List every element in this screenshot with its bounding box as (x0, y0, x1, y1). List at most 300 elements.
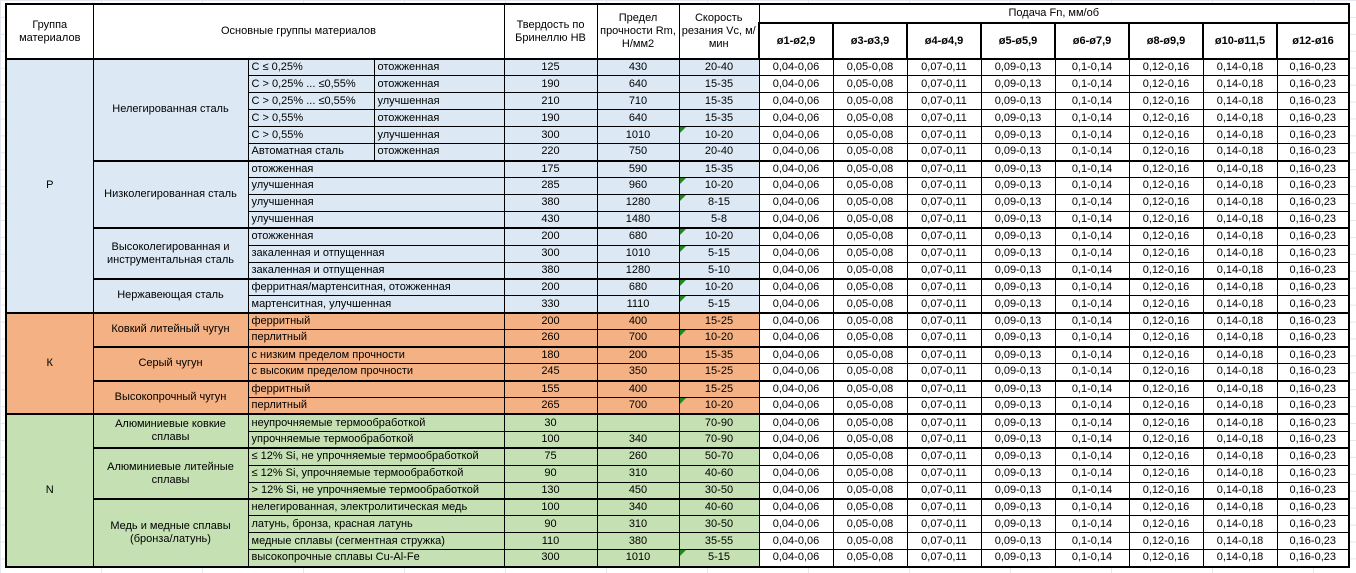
comment-indicator-icon (680, 178, 686, 184)
feed-cell: 0,1-0,14 (1055, 550, 1129, 567)
subgroup-name-cell: Высоколегированная и инструментальная сталь (93, 228, 248, 279)
hb-cell: 245 (504, 364, 597, 381)
feed-cell: 0,1-0,14 (1055, 414, 1129, 431)
feed-cell: 0,14-0,18 (1203, 245, 1277, 262)
feed-cell: 0,04-0,06 (759, 279, 833, 296)
feed-cell: 0,09-0,13 (981, 397, 1055, 414)
material-desc-cell: закаленная и отпущенная (248, 245, 504, 262)
comment-indicator-icon (680, 229, 686, 235)
vc-cell: 15-35 (679, 93, 759, 110)
vc-cell: 10-20 (679, 330, 759, 347)
feed-cell: 0,07-0,11 (907, 431, 981, 448)
material-state-cell: отожженная (374, 76, 504, 93)
feed-cell: 0,12-0,16 (1129, 448, 1203, 465)
group-letter-cell: К (6, 313, 93, 415)
vc-cell: 10-20 (679, 177, 759, 194)
comment-indicator-icon (680, 398, 686, 404)
feed-cell: 0,14-0,18 (1203, 59, 1277, 76)
header-brinell-hardness: Твердость по Бринеллю HB (504, 4, 597, 59)
feed-cell: 0,09-0,13 (981, 59, 1055, 76)
feed-cell: 0,16-0,23 (1277, 313, 1349, 330)
rm-cell: 700 (597, 397, 679, 414)
feed-cell: 0,07-0,11 (907, 381, 981, 398)
feed-cell: 0,07-0,11 (907, 414, 981, 431)
table-row (6, 499, 1349, 516)
rm-cell: 400 (597, 381, 679, 398)
table-row (6, 161, 1349, 178)
vc-cell: 20-40 (679, 59, 759, 76)
feed-cell: 0,05-0,08 (833, 262, 907, 279)
feed-cell: 0,09-0,13 (981, 516, 1055, 533)
feed-cell: 0,16-0,23 (1277, 228, 1349, 245)
feed-cell: 0,09-0,13 (981, 296, 1055, 313)
feed-cell: 0,12-0,16 (1129, 59, 1203, 76)
feed-cell: 0,1-0,14 (1055, 347, 1129, 364)
rm-cell: 680 (597, 228, 679, 245)
feed-cell: 0,09-0,13 (981, 550, 1055, 567)
feed-cell: 0,16-0,23 (1277, 414, 1349, 431)
feed-cell: 0,12-0,16 (1129, 194, 1203, 211)
feed-cell: 0,04-0,06 (759, 228, 833, 245)
feed-cell: 0,04-0,06 (759, 465, 833, 482)
header-row-main (6, 4, 1349, 23)
feed-cell: 0,04-0,06 (759, 245, 833, 262)
feed-cell: 0,16-0,23 (1277, 516, 1349, 533)
feed-cell: 0,14-0,18 (1203, 550, 1277, 567)
vc-cell: 40-60 (679, 499, 759, 516)
feed-cell: 0,1-0,14 (1055, 533, 1129, 550)
feed-cell: 0,12-0,16 (1129, 279, 1203, 296)
table-row (6, 279, 1349, 296)
material-desc-cell: мартенситная, улучшенная (248, 296, 504, 313)
rm-cell: 340 (597, 431, 679, 448)
feed-cell: 0,14-0,18 (1203, 465, 1277, 482)
feed-cell: 0,12-0,16 (1129, 533, 1203, 550)
feed-cell: 0,09-0,13 (981, 93, 1055, 110)
vc-cell: 10-20 (679, 228, 759, 245)
material-desc-cell: нелегированная, электролитическая медь (248, 499, 504, 516)
rm-cell: 400 (597, 313, 679, 330)
feed-cell: 0,14-0,18 (1203, 397, 1277, 414)
feed-cell: 0,12-0,16 (1129, 347, 1203, 364)
vc-cell: 15-25 (679, 313, 759, 330)
feed-cell: 0,12-0,16 (1129, 330, 1203, 347)
feed-cell: 0,12-0,16 (1129, 177, 1203, 194)
feed-cell: 0,09-0,13 (981, 127, 1055, 144)
subgroup-name-cell: Алюминиевые ковкие сплавы (93, 414, 248, 448)
material-desc-cell: улучшенная (248, 177, 504, 194)
feed-cell: 0,05-0,08 (833, 414, 907, 431)
feed-cell: 0,04-0,06 (759, 448, 833, 465)
feed-cell: 0,04-0,06 (759, 262, 833, 279)
header-diameter-range-8: ø12-ø16 (1277, 23, 1349, 59)
feed-cell: 0,1-0,14 (1055, 364, 1129, 381)
comment-indicator-icon (680, 127, 686, 133)
feed-cell: 0,07-0,11 (907, 364, 981, 381)
feed-cell: 0,09-0,13 (981, 228, 1055, 245)
feed-cell: 0,09-0,13 (981, 194, 1055, 211)
feed-cell: 0,05-0,08 (833, 431, 907, 448)
feed-cell: 0,1-0,14 (1055, 516, 1129, 533)
feed-cell: 0,14-0,18 (1203, 414, 1277, 431)
material-desc-cell: перлитный (248, 397, 504, 414)
table-row (6, 381, 1349, 398)
feed-cell: 0,09-0,13 (981, 482, 1055, 499)
rm-cell: 1010 (597, 245, 679, 262)
feed-cell: 0,05-0,08 (833, 211, 907, 228)
feed-cell: 0,04-0,06 (759, 550, 833, 567)
feed-cell: 0,05-0,08 (833, 347, 907, 364)
feed-cell: 0,05-0,08 (833, 177, 907, 194)
comment-indicator-icon (680, 330, 686, 336)
feed-cell: 0,07-0,11 (907, 228, 981, 245)
material-state-cell: улучшенная (374, 127, 504, 144)
subgroup-name-cell: Низколегированная сталь (93, 161, 248, 229)
feed-cell: 0,16-0,23 (1277, 144, 1349, 161)
vc-cell: 5-15 (679, 245, 759, 262)
vc-cell: 70-90 (679, 414, 759, 431)
subgroup-name-cell: Нелегированная сталь (93, 59, 248, 161)
feed-cell: 0,14-0,18 (1203, 211, 1277, 228)
feed-cell: 0,1-0,14 (1055, 381, 1129, 398)
vc-cell: 40-60 (679, 465, 759, 482)
feed-cell: 0,04-0,06 (759, 296, 833, 313)
rm-cell: 640 (597, 110, 679, 127)
table-row (6, 59, 1349, 76)
vc-cell: 30-50 (679, 516, 759, 533)
feed-cell: 0,16-0,23 (1277, 397, 1349, 414)
rm-cell: 750 (597, 144, 679, 161)
vc-cell: 10-20 (679, 279, 759, 296)
feed-cell: 0,16-0,23 (1277, 194, 1349, 211)
feed-cell: 0,1-0,14 (1055, 279, 1129, 296)
feed-cell: 0,1-0,14 (1055, 499, 1129, 516)
feed-cell: 0,07-0,11 (907, 330, 981, 347)
feed-cell: 0,1-0,14 (1055, 245, 1129, 262)
feed-cell: 0,16-0,23 (1277, 330, 1349, 347)
subgroup-name-cell: Ковкий литейный чугун (93, 313, 248, 347)
feed-cell: 0,05-0,08 (833, 516, 907, 533)
feed-cell: 0,05-0,08 (833, 499, 907, 516)
feed-cell: 0,16-0,23 (1277, 76, 1349, 93)
rm-cell: 590 (597, 161, 679, 178)
feed-cell: 0,05-0,08 (833, 228, 907, 245)
feed-cell: 0,07-0,11 (907, 296, 981, 313)
header-diameter-range-4: ø5-ø5,9 (981, 23, 1055, 59)
feed-cell: 0,05-0,08 (833, 397, 907, 414)
feed-cell: 0,14-0,18 (1203, 330, 1277, 347)
hb-cell: 90 (504, 516, 597, 533)
hb-cell: 125 (504, 59, 597, 76)
vc-cell: 70-90 (679, 431, 759, 448)
group-letter-cell: N (6, 414, 93, 566)
feed-cell: 0,09-0,13 (981, 144, 1055, 161)
feed-cell: 0,07-0,11 (907, 465, 981, 482)
feed-cell: 0,16-0,23 (1277, 364, 1349, 381)
hb-cell: 190 (504, 110, 597, 127)
rm-cell: 310 (597, 516, 679, 533)
hb-cell: 130 (504, 482, 597, 499)
feed-cell: 0,1-0,14 (1055, 211, 1129, 228)
feed-cell: 0,07-0,11 (907, 59, 981, 76)
feed-cell: 0,07-0,11 (907, 516, 981, 533)
feed-cell: 0,12-0,16 (1129, 110, 1203, 127)
material-desc-cell: улучшенная (248, 194, 504, 211)
feed-cell: 0,14-0,18 (1203, 381, 1277, 398)
rm-cell: 1010 (597, 550, 679, 567)
feed-cell: 0,05-0,08 (833, 161, 907, 178)
vc-cell: 5-15 (679, 296, 759, 313)
feed-cell: 0,04-0,06 (759, 364, 833, 381)
feed-cell: 0,05-0,08 (833, 296, 907, 313)
feed-cell: 0,16-0,23 (1277, 431, 1349, 448)
feed-cell: 0,05-0,08 (833, 482, 907, 499)
feed-cell: 0,16-0,23 (1277, 550, 1349, 567)
vc-cell: 30-50 (679, 482, 759, 499)
feed-cell: 0,1-0,14 (1055, 127, 1129, 144)
material-desc-cell: ферритная/мартенситная, отожженная (248, 279, 504, 296)
feed-cell: 0,16-0,23 (1277, 245, 1349, 262)
feed-cell: 0,07-0,11 (907, 161, 981, 178)
feed-cell: 0,04-0,06 (759, 516, 833, 533)
hb-cell: 190 (504, 76, 597, 93)
feed-cell: 0,14-0,18 (1203, 313, 1277, 330)
hb-cell: 100 (504, 431, 597, 448)
feed-cell: 0,07-0,11 (907, 499, 981, 516)
feed-cell: 0,14-0,18 (1203, 533, 1277, 550)
feed-cell: 0,1-0,14 (1055, 93, 1129, 110)
vc-cell: 5-8 (679, 211, 759, 228)
hb-cell: 90 (504, 465, 597, 482)
feed-cell: 0,16-0,23 (1277, 93, 1349, 110)
header-diameter-range-6: ø8-ø9,9 (1129, 23, 1203, 59)
feed-cell: 0,16-0,23 (1277, 465, 1349, 482)
hb-cell: 75 (504, 448, 597, 465)
feed-cell: 0,1-0,14 (1055, 144, 1129, 161)
vc-cell: 5-10 (679, 262, 759, 279)
feed-cell: 0,05-0,08 (833, 110, 907, 127)
table-row (6, 347, 1349, 364)
feed-cell: 0,07-0,11 (907, 397, 981, 414)
feed-cell: 0,07-0,11 (907, 533, 981, 550)
material-desc-cell: ферритный (248, 381, 504, 398)
material-desc-cell: улучшенная (248, 211, 504, 228)
feed-cell: 0,12-0,16 (1129, 211, 1203, 228)
rm-cell: 450 (597, 482, 679, 499)
material-desc-cell: отожженная (248, 161, 504, 178)
feed-cell: 0,05-0,08 (833, 93, 907, 110)
feed-cell: 0,16-0,23 (1277, 127, 1349, 144)
feed-cell: 0,07-0,11 (907, 177, 981, 194)
header-main-material-groups: Основные группы материалов (93, 4, 504, 59)
material-desc-cell: медные сплавы (сегментная стружка) (248, 533, 504, 550)
feed-cell: 0,04-0,06 (759, 499, 833, 516)
material-carbon-cell: C > 0,55% (248, 127, 374, 144)
subgroup-name-cell: Серый чугун (93, 347, 248, 381)
feed-cell: 0,12-0,16 (1129, 93, 1203, 110)
vc-cell: 15-35 (679, 161, 759, 178)
feed-cell: 0,12-0,16 (1129, 313, 1203, 330)
rm-cell: 310 (597, 465, 679, 482)
feed-cell: 0,12-0,16 (1129, 465, 1203, 482)
feed-cell: 0,12-0,16 (1129, 296, 1203, 313)
rm-cell: 1110 (597, 296, 679, 313)
material-desc-cell: неупрочняемые термообработкой (248, 414, 504, 431)
hb-cell: 175 (504, 161, 597, 178)
feed-cell: 0,12-0,16 (1129, 397, 1203, 414)
feed-cell: 0,07-0,11 (907, 194, 981, 211)
feed-cell: 0,1-0,14 (1055, 397, 1129, 414)
feed-cell: 0,1-0,14 (1055, 110, 1129, 127)
vc-cell: 15-25 (679, 381, 759, 398)
table-row (6, 228, 1349, 245)
hb-cell: 380 (504, 194, 597, 211)
feed-cell: 0,05-0,08 (833, 550, 907, 567)
feed-cell: 0,1-0,14 (1055, 177, 1129, 194)
feed-cell: 0,12-0,16 (1129, 414, 1203, 431)
table-row (6, 448, 1349, 465)
feed-cell: 0,05-0,08 (833, 364, 907, 381)
comment-indicator-icon (680, 280, 686, 286)
header-material-group: Группа материалов (6, 4, 93, 59)
feed-cell: 0,14-0,18 (1203, 144, 1277, 161)
feed-cell: 0,16-0,23 (1277, 262, 1349, 279)
feed-cell: 0,04-0,06 (759, 533, 833, 550)
feed-cell: 0,07-0,11 (907, 245, 981, 262)
rm-cell: 200 (597, 347, 679, 364)
feed-cell: 0,05-0,08 (833, 313, 907, 330)
feed-cell: 0,04-0,06 (759, 110, 833, 127)
feed-cell: 0,07-0,11 (907, 448, 981, 465)
feed-cell: 0,12-0,16 (1129, 144, 1203, 161)
material-desc-cell: ≤ 12% Si, упрочняемые термообработкой (248, 465, 504, 482)
vc-cell: 10-20 (679, 397, 759, 414)
feed-cell: 0,1-0,14 (1055, 330, 1129, 347)
material-desc-cell: латунь, бронза, красная латунь (248, 516, 504, 533)
feed-cell: 0,05-0,08 (833, 194, 907, 211)
feed-cell: 0,09-0,13 (981, 499, 1055, 516)
feed-cell: 0,07-0,11 (907, 144, 981, 161)
feed-cell: 0,05-0,08 (833, 465, 907, 482)
hb-cell: 155 (504, 381, 597, 398)
feed-cell: 0,07-0,11 (907, 262, 981, 279)
feed-cell: 0,16-0,23 (1277, 59, 1349, 76)
material-state-cell: отожженная (374, 59, 504, 76)
material-carbon-cell: C > 0,55% (248, 110, 374, 127)
hb-cell: 260 (504, 330, 597, 347)
rm-cell: 640 (597, 76, 679, 93)
material-desc-cell: перлитный (248, 330, 504, 347)
feed-cell: 0,1-0,14 (1055, 161, 1129, 178)
feed-cell: 0,16-0,23 (1277, 499, 1349, 516)
feed-cell: 0,05-0,08 (833, 279, 907, 296)
table-row (6, 313, 1349, 330)
hb-cell: 220 (504, 144, 597, 161)
vc-cell: 8-15 (679, 194, 759, 211)
feed-cell: 0,07-0,11 (907, 110, 981, 127)
hb-cell: 265 (504, 397, 597, 414)
rm-cell: 1480 (597, 211, 679, 228)
hb-cell: 200 (504, 279, 597, 296)
subgroup-name-cell: Алюминиевые литейные сплавы (93, 448, 248, 499)
feed-cell: 0,04-0,06 (759, 93, 833, 110)
material-desc-cell: закаленная и отпущенная (248, 262, 504, 279)
feed-cell: 0,05-0,08 (833, 448, 907, 465)
feed-cell: 0,05-0,08 (833, 76, 907, 93)
feed-cell: 0,09-0,13 (981, 262, 1055, 279)
feed-cell: 0,14-0,18 (1203, 127, 1277, 144)
feed-cell: 0,04-0,06 (759, 347, 833, 364)
material-state-cell: улучшенная (374, 93, 504, 110)
material-carbon-cell: C ≤ 0,25% (248, 59, 374, 76)
feed-cell: 0,16-0,23 (1277, 448, 1349, 465)
vc-cell: 15-35 (679, 76, 759, 93)
header-diameter-range-3: ø4-ø4,9 (907, 23, 981, 59)
feed-cell: 0,16-0,23 (1277, 296, 1349, 313)
feed-cell: 0,14-0,18 (1203, 431, 1277, 448)
hb-cell: 300 (504, 245, 597, 262)
feed-cell: 0,1-0,14 (1055, 482, 1129, 499)
feed-cell: 0,09-0,13 (981, 465, 1055, 482)
feed-cell: 0,14-0,18 (1203, 482, 1277, 499)
hb-cell: 380 (504, 262, 597, 279)
feed-cell: 0,12-0,16 (1129, 431, 1203, 448)
feed-cell: 0,04-0,06 (759, 330, 833, 347)
feed-cell: 0,1-0,14 (1055, 76, 1129, 93)
rm-cell: 700 (597, 330, 679, 347)
header-diameter-range-1: ø1-ø2,9 (759, 23, 833, 59)
feed-cell: 0,12-0,16 (1129, 482, 1203, 499)
rm-cell: 1280 (597, 194, 679, 211)
feed-cell: 0,16-0,23 (1277, 110, 1349, 127)
feed-cell: 0,09-0,13 (981, 211, 1055, 228)
rm-cell: 1280 (597, 262, 679, 279)
material-desc-cell: высокопрочные сплавы Cu-Al-Fe (248, 550, 504, 567)
feed-cell: 0,05-0,08 (833, 127, 907, 144)
feed-cell: 0,04-0,06 (759, 194, 833, 211)
table-body (6, 59, 1349, 567)
feed-cell: 0,07-0,11 (907, 482, 981, 499)
feed-cell: 0,1-0,14 (1055, 465, 1129, 482)
vc-cell: 20-40 (679, 144, 759, 161)
feed-cell: 0,09-0,13 (981, 76, 1055, 93)
hb-cell: 300 (504, 127, 597, 144)
feed-cell: 0,1-0,14 (1055, 262, 1129, 279)
material-carbon-cell: C > 0,25% ... ≤0,55% (248, 93, 374, 110)
material-carbon-cell: C > 0,25% ... ≤0,55% (248, 76, 374, 93)
feed-cell: 0,05-0,08 (833, 330, 907, 347)
feed-cell: 0,12-0,16 (1129, 516, 1203, 533)
comment-indicator-icon (680, 296, 686, 302)
group-letter-cell: P (6, 59, 93, 313)
vc-cell: 10-20 (679, 127, 759, 144)
feed-cell: 0,04-0,06 (759, 161, 833, 178)
feed-cell: 0,05-0,08 (833, 381, 907, 398)
feed-cell: 0,07-0,11 (907, 550, 981, 567)
feed-cell: 0,12-0,16 (1129, 550, 1203, 567)
hb-cell: 330 (504, 296, 597, 313)
rm-cell: 340 (597, 499, 679, 516)
feed-cell: 0,04-0,06 (759, 431, 833, 448)
rm-cell (597, 414, 679, 431)
feed-cell: 0,07-0,11 (907, 76, 981, 93)
feed-cell: 0,07-0,11 (907, 211, 981, 228)
rm-cell: 260 (597, 448, 679, 465)
subgroup-name-cell: Высокопрочный чугун (93, 381, 248, 415)
hb-cell: 200 (504, 228, 597, 245)
subgroup-name-cell: Нержавеющая сталь (93, 279, 248, 313)
feed-cell: 0,1-0,14 (1055, 296, 1129, 313)
